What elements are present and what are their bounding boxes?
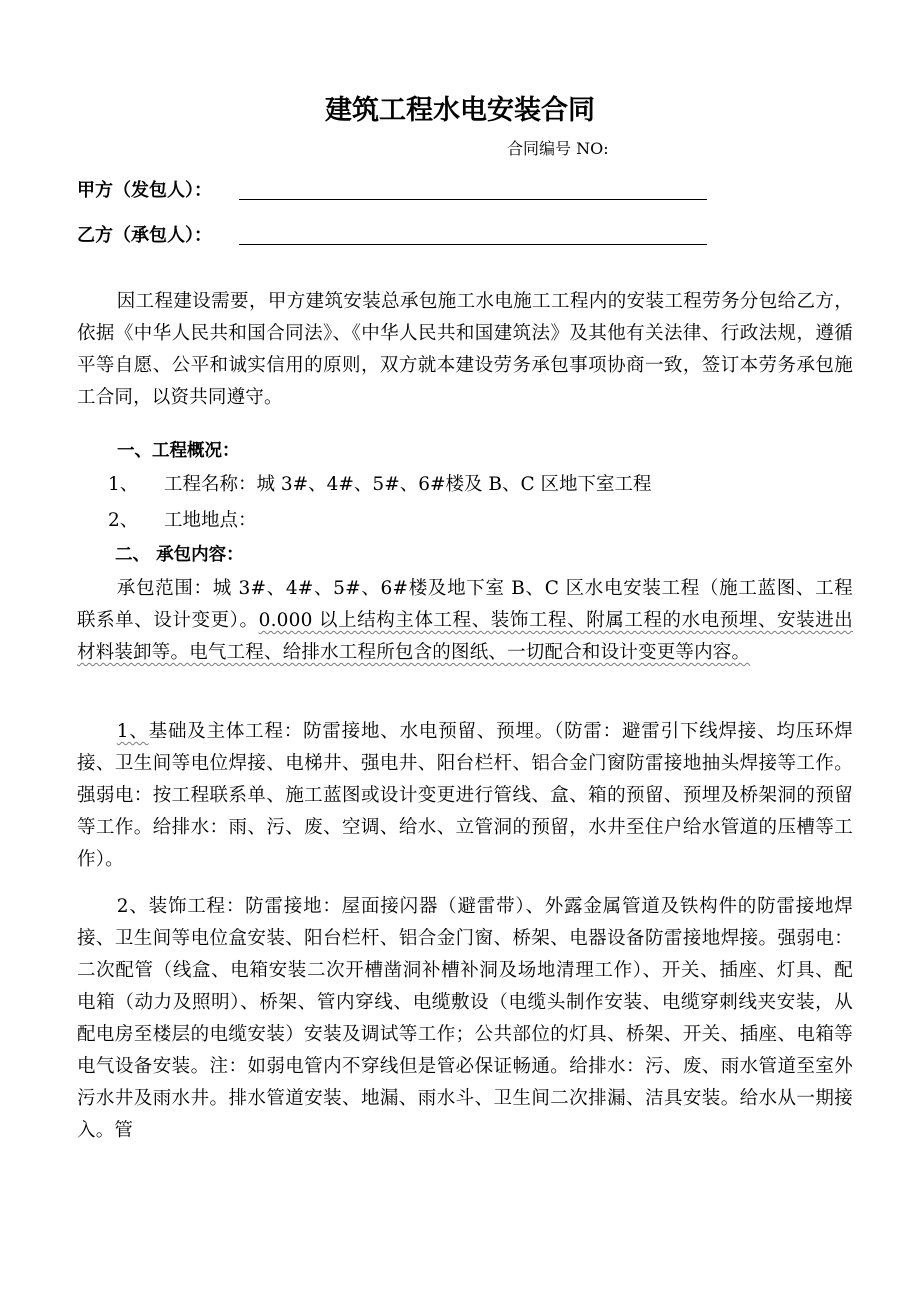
clause-1-paragraph	[77, 716, 853, 876]
clause-1-number: 1、	[116, 721, 149, 742]
scope-paragraph	[77, 573, 853, 669]
item-1-text: 工程名称：城 3#、4#、5#、6#楼及 B、C 区地下室工程	[164, 474, 652, 495]
clause-2-paragraph: 2、装饰工程：防雷接地：屋面接闪器（避雷带）、外露金属管道及铁构件的防雷接地焊接、卫生间等电位盒安装、阳台栏杆、铝合金门窗、桥架、电器设备防雷接地焊接。强弱电：二次配管（线盒、电箱安装二次开槽凿洞补槽补洞及场地清理工作）、开关、插座、灯具、配电箱（动力及照明）、桥架、管内穿线、电缆敷设（电缆头制作安装、电缆穿刺线夹安装，从配电房至楼层的电缆安装）安装及调试等工作；公共部位的灯具、桥架、开关、插座、电箱等电气设备安装。注：如弱电管内不穿线但是管必保证畅通。给排水：污、废、雨水管道至室外污水井及雨水井。排水管道安装、地漏、雨水斗、卫生间二次排漏、洁具安装。给水从一期接入。管	[77, 896, 853, 1141]
party-b-label: 乙方（承包人）：	[77, 225, 212, 246]
party-a-label: 甲方（发包人）：	[77, 180, 212, 201]
party-a-blank-line	[239, 180, 707, 200]
item-2	[108, 506, 257, 532]
contract-number-label: 合同编号 NO:	[507, 139, 609, 158]
party-b-blank-line	[239, 225, 707, 245]
item-1	[108, 470, 652, 496]
item-1-number: 1、	[108, 474, 139, 495]
clause-1-text: 基础及主体工程：防雷接地、水电预留、预埋。（防雷：避雷引下线焊接、均压环焊接、卫生间等电位焊接、电梯井、强电井、阳台栏杆、铝合金门窗防雷接地抽头焊接等工作。强弱电：按工程联系单、施工蓝图或设计变更进行管线、盒、箱的预留、预埋及桥架洞的预留等工作。给排水：雨、污、废、空调、给水、立管洞的预留，水井至住户给水管道的压槽等工作）。	[77, 721, 854, 870]
intro-paragraph: 因工程建设需要，甲方建筑安装总承包施工水电施工工程内的安装工程劳务分包给乙方，依据《中华人民共和国合同法》、《中华人民共和国建筑法》及其他有关法律、行政法规，遵循平等自愿、公平和诚实信用的原则，双方就本建设劳务承包事项协商一致，签订本劳务承包施工合同，以资共同遵守。	[77, 291, 853, 408]
party-b-row	[77, 221, 212, 247]
item-2-text: 工地地点：	[164, 510, 257, 531]
section-2-heading: 二、 承包内容：	[115, 545, 244, 565]
item-2-number: 2、	[108, 510, 139, 531]
scope-text: 承包范围：城 3#、4#、5#、6#楼及地下室 B、C 区水电安装工程（施工蓝图、工程联系单、设计变更）。	[77, 578, 853, 631]
section-1-heading: 一、工程概况：	[117, 441, 240, 461]
party-a-row	[77, 176, 212, 202]
document-title: 建筑工程水电安装合同	[325, 95, 595, 126]
scope-text-marked: 0.000 以上结构主体工程、装饰工程、附属工程的水电预埋、安装进出材料装卸等。电气工程、给排水工程所包含的图纸、一切配合和设计变更等内容。	[77, 610, 853, 663]
